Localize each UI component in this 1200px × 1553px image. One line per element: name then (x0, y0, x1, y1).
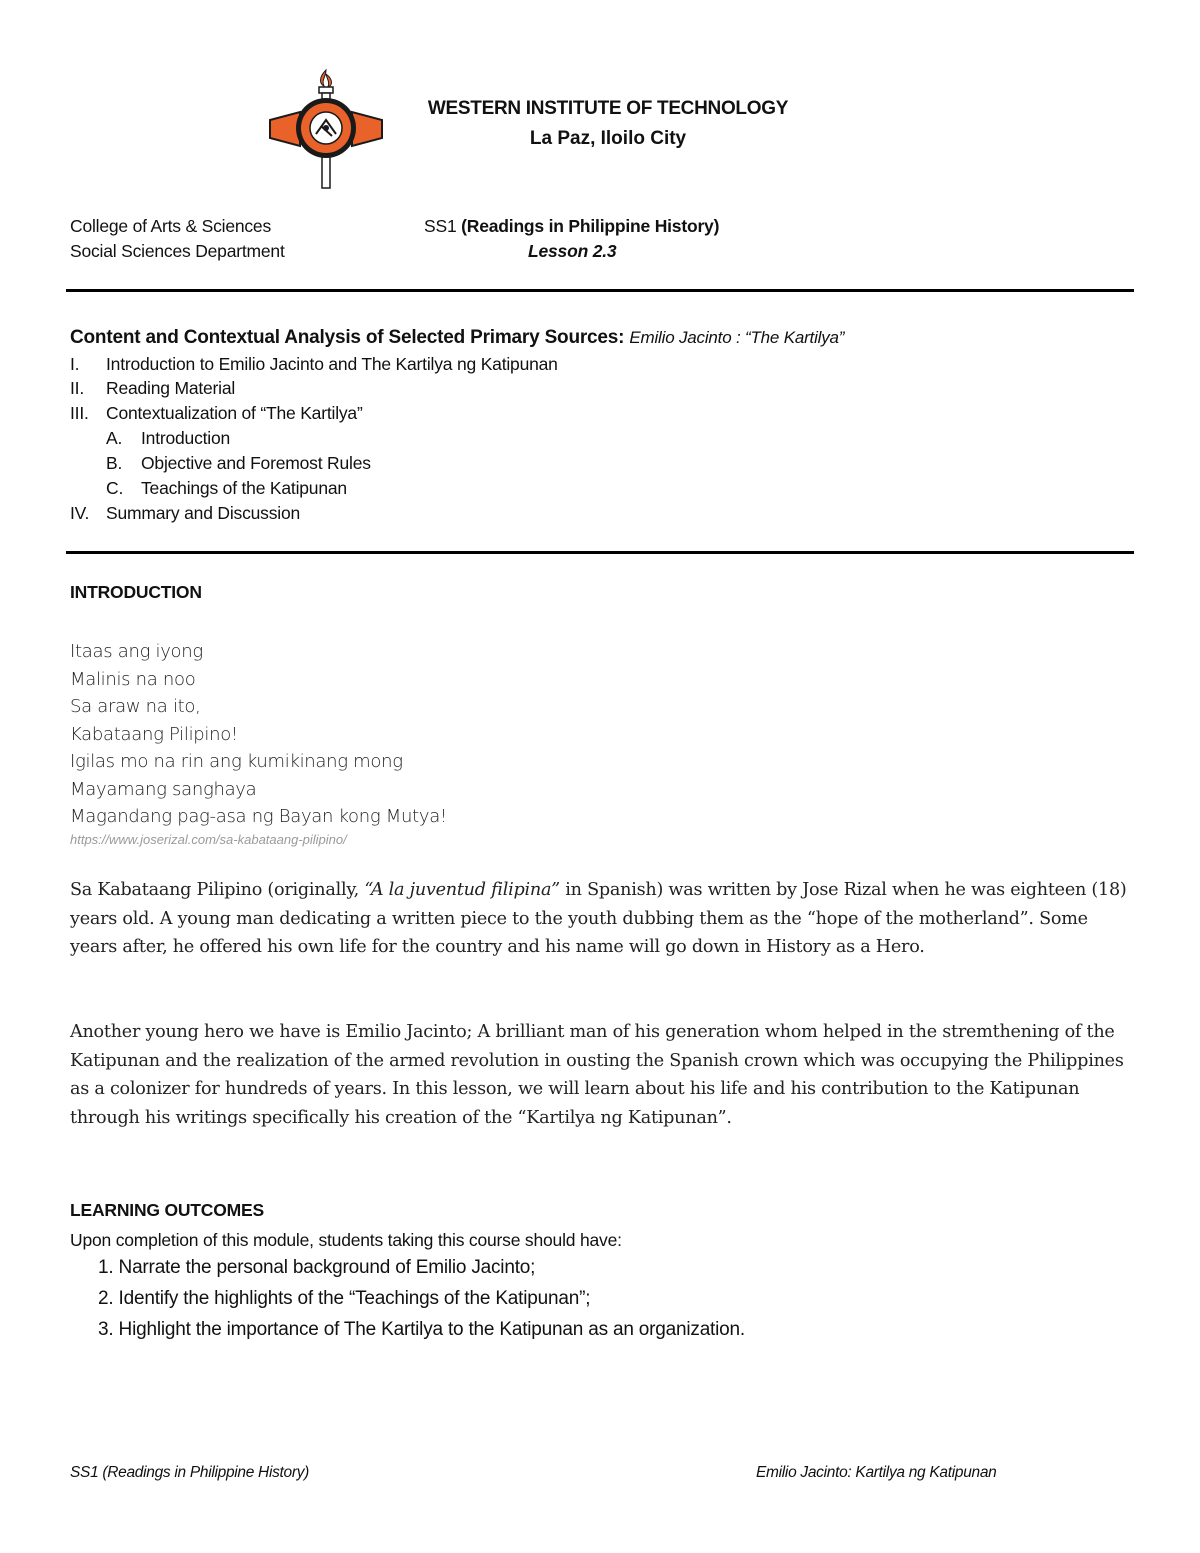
toc-item-number: III. (70, 403, 89, 423)
lesson-title-subject: Emilio Jacinto : “The Kartilya” (629, 328, 845, 347)
header-divider (66, 289, 1134, 292)
toc-item-label: Summary and Discussion (106, 503, 301, 523)
lesson-title (70, 327, 844, 349)
poem-line: Igilas mo na rin ang kumikinang mong (70, 751, 403, 772)
poem-line: Sa araw na ito, (70, 696, 201, 717)
poem-line: Mayamang sanghaya (70, 778, 257, 800)
outcome-number: 2. (98, 1288, 114, 1309)
lesson-title-main: Content and Contextual Analysis of Selected Primary Sources: (70, 327, 625, 348)
outcome-label: Narrate the personal background of Emilio Jacinto; (118, 1257, 536, 1278)
poem-line: Kabataang Pilipino! (70, 723, 238, 745)
intro-paragraph-1 (70, 876, 1132, 962)
toc-subitem (106, 453, 371, 474)
toc-item-number: II. (70, 378, 84, 398)
toc-item-label: Introduction to Emilio Jacinto and The Kartilya ng Katipunan (106, 354, 558, 374)
toc-item (70, 503, 300, 524)
toc-item-label: Teachings of the Katipunan (141, 478, 347, 498)
outcome-item (98, 1319, 745, 1341)
course-code: SS1 (424, 216, 457, 236)
footer-lesson-topic: Emilio Jacinto: Kartilya ng Katipunan (756, 1464, 997, 1481)
toc-subitem (106, 428, 230, 449)
toc-item (70, 403, 363, 424)
intro-paragraph-2: Another young hero we have is Emilio Jacinto; A brilliant man of his generation whom helped in the stremthening of the Katipunan and the realization of the armed revolution in ousting the Spanish crown which was occupying the Philippines as a colonizer for hundreds of years. In this lesson, we will learn about his life and his contribution to the Katipunan through his writings specifically his creation of the “Kartilya ng Katipunan”. (70, 1022, 1124, 1128)
learning-outcomes-heading: LEARNING OUTCOMES (70, 1200, 264, 1220)
paragraph-italic-title: “A la juventud filipina” (364, 880, 560, 900)
poem-line: Magandang pag-asa ng Bayan kong Mutya! (70, 806, 447, 827)
course-label (424, 216, 719, 237)
footer-course: SS1 (Readings in Philippine History) (70, 1464, 310, 1481)
toc-item (70, 354, 558, 375)
poem-line: Malinis na noo (70, 668, 196, 690)
college-name: College of Arts & Sciences (70, 216, 272, 236)
poem (70, 638, 447, 831)
toc-item-label: Contextualization of “The Kartilya” (106, 403, 363, 423)
toc-item-label: Introduction (141, 428, 231, 448)
outcome-number: 3. (98, 1319, 114, 1340)
outcome-item (98, 1288, 590, 1310)
institution-name: WESTERN INSTITUTE OF TECHNOLOGY (427, 98, 789, 119)
learning-outcomes-intro: Upon completion of this module, students taking this course should have: (70, 1230, 622, 1250)
institution-location: La Paz, Iloilo City (529, 128, 687, 149)
outcome-number: 1. (98, 1257, 114, 1278)
toc-item (70, 378, 235, 399)
poem-line: Itaas ang iyong (70, 641, 203, 662)
toc-item-number: B. (106, 453, 123, 473)
school-seal-logo-icon (266, 68, 386, 190)
poem-source-link[interactable]: https://www.joserizal.com/sa-kabataang-pilipino/ (70, 832, 347, 847)
paragraph-text: Sa Kabataang Pilipino (originally, (70, 880, 365, 900)
toc-item-number: C. (106, 478, 124, 498)
toc-item-number: A. (106, 428, 123, 448)
course-title: (Readings in Philippine History) (461, 216, 720, 236)
toc-item-number: I. (70, 354, 80, 374)
outcome-label: Identify the highlights of the “Teachings of the Katipunan”; (118, 1288, 591, 1309)
department-name: Social Sciences Department (70, 241, 285, 261)
paragraph-text: in Spanish) was written by Jose Rizal when he was eighteen (18) years old. A young man dedicating a written piece to the youth dubbing them as the “hope of the motherland”. Some years after, he offered his own life for the country and his name will go down in History as a Hero. (70, 880, 1127, 957)
toc-divider (66, 551, 1134, 554)
toc-item-label: Reading Material (106, 378, 236, 398)
toc-item-number: IV. (70, 503, 90, 523)
toc-subitem (106, 478, 347, 499)
toc-item-label: Objective and Foremost Rules (141, 453, 371, 473)
outcome-item (98, 1257, 535, 1279)
lesson-number: Lesson 2.3 (528, 241, 617, 261)
introduction-heading: INTRODUCTION (70, 582, 202, 602)
outcome-label: Highlight the importance of The Kartilya to the Katipunan as an organization. (118, 1319, 745, 1340)
